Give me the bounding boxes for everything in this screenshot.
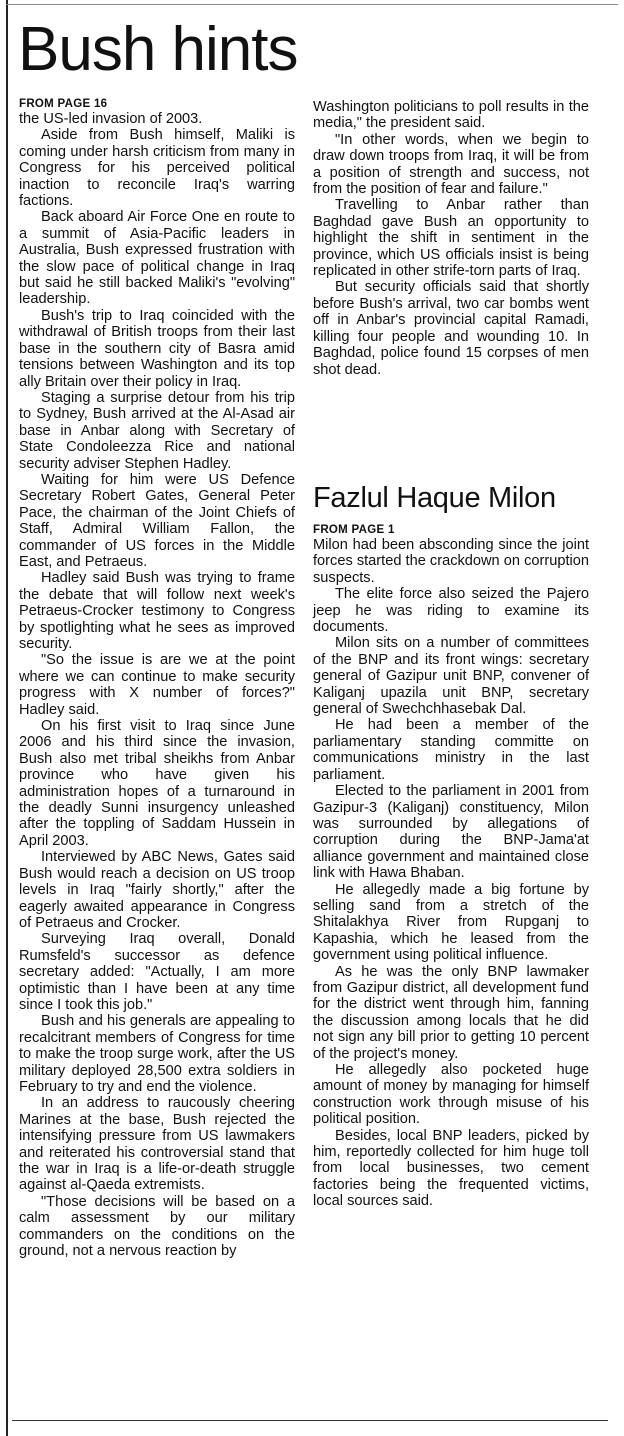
paragraph: On his first visit to Iraq since June 2006 and his third since the invasion, Bush also met tribal sheikhs from Anbar province who have given his administration hopes of a turnaround in the deadly Sunni insurgency unleashed after the toppling of Saddam Hussein in April 2003.	[19, 718, 295, 849]
article2-from-page: FROM PAGE 1	[313, 524, 395, 536]
paragraph: Milon sits on a number of committees of the BNP and its front wings: secretary general of Gazipur unit BNP, convener of Kaliganj upazila unit BNP, secretary general of Swechchhasebak Dal.	[313, 635, 589, 718]
paragraph: the US-led invasion of 2003.	[19, 111, 203, 127]
paragraph: Milon had been absconding since the joint forces started the crackdown on corruption suspects.	[313, 537, 589, 586]
paragraph: He allegedly made a big fortune by selling sand from a stretch of the Shitalakhya River from Rupganj to Kapashia, which he leased from the government using political influence.	[313, 881, 589, 964]
paragraph: Back aboard Air Force One en route to a summit of Asia-Pacific leaders in Australia, Bush expressed frustration with the slow pace of political change in Iraq but said he still backed Maliki's "evolving" leadership.	[19, 209, 295, 308]
paragraph: Staging a surprise detour from his trip to Sydney, Bush arrived at the Al-Asad air base in Anbar along with Secretary of State Condoleezza Rice and national security adviser Stephen Hadley.	[19, 389, 295, 472]
paragraph: "Those decisions will be based on a calm assessment by our military commanders on the conditions on the ground, not a nervous reaction by	[19, 1193, 295, 1260]
paragraph: He allegedly also pocketed huge amount of money by managing for himself construction work through misuse of his political position.	[313, 1062, 589, 1128]
paragraph: Surveying Iraq overall, Donald Rumsfeld's successor as defence secretary added: "Actually, I am more optimistic than I have been at any time since I took this job."	[19, 931, 295, 1013]
paragraph: Travelling to Anbar rather than Baghdad gave Bush an opportunity to highlight the shift in sentiment in the province, which US officials insist is being replicated in other strife-torn parts of Iraq.	[313, 197, 589, 280]
article2-headline: Fazlul Haque Milon	[313, 482, 556, 514]
paragraph: He had been a member of the parliamentary standing committe on communications ministry in the last parliament.	[313, 717, 589, 783]
paragraph: Bush and his generals are appealing to recalcitrant members of Congress for time to make the troop surge work, after the US military deployed 28,500 extra soldiers in February to try and end the violence.	[19, 1013, 295, 1095]
bottom-border-rule	[12, 1420, 608, 1421]
paragraph: As he was the only BNP lawmaker from Gazipur district, all development fund for the district went through him, fanning the discussion among locals that he did not sign any bill prior to getting 10 percent of the project's money.	[313, 963, 589, 1062]
article1-headline: Bush hints	[18, 15, 298, 84]
left-border-rule	[6, 0, 8, 1436]
paragraph: Waiting for him were US Defence Secretary Robert Gates, General Peter Pace, the chairman of the Joint Chiefs of Staff, Admiral William Fallon, the commander of US forces in the Middle East, and Petraeus.	[19, 471, 295, 570]
paragraph: "So the issue is are we at the point where we can continue to make security progress with X number of forces?" Hadley said.	[19, 652, 295, 718]
paragraph: Aside from Bush himself, Maliki is coming under harsh criticism from many in Congress for his perceived political inaction to reconcile Iraq's warring factions.	[19, 127, 295, 210]
paragraph: "In other words, when we begin to draw down troops from Iraq, it will be from a position of strength and success, not from the position of fear and failure."	[313, 131, 589, 198]
article2-column	[313, 524, 589, 1210]
paragraph: Hadley said Bush was trying to frame the debate that will follow next week's Petraeus-Crocker testimony to Congress by spotlighting what he sees as improved security.	[19, 570, 295, 652]
paragraph: Washington politicians to poll results in the media," the president said.	[313, 99, 589, 132]
article1-column-right	[313, 99, 589, 378]
article1-column-left	[19, 98, 295, 1259]
paragraph: Besides, local BNP leaders, picked by him, reportedly collected for him huge toll from local businesses, two cement factories being the frequented victims, local sources said.	[313, 1127, 589, 1210]
paragraph: Bush's trip to Iraq coincided with the withdrawal of British troops from their last base in the southern city of Basra amid tensions between Washington and its top ally Britain over their policy in Iraq.	[19, 307, 295, 390]
paragraph: The elite force also seized the Pajero jeep he was riding to examine its documents.	[313, 586, 589, 636]
paragraph: Elected to the parliament in 2001 from Gazipur-3 (Kaliganj) constituency, Milon was surrounded by allegations of corruption during the BNP-Jama'at alliance government and maintained close link with Hawa Bhaban.	[313, 783, 589, 882]
article1-from-page: FROM PAGE 16	[19, 98, 108, 110]
paragraph: But security officials said that shortly before Bush's arrival, two car bombs went off in Anbar's provincial capital Ramadi, killing four people and wounding 10. In Baghdad, police found 15 corpses of men shot dead.	[313, 279, 589, 378]
top-border-rule	[6, 4, 618, 5]
paragraph: Interviewed by ABC News, Gates said Bush would reach a decision on US troop levels in Iraq "fairly shortly," after the eagerly awaited appearance in Congress of Petraeus and Crocker.	[19, 849, 295, 931]
paragraph: In an address to raucously cheering Marines at the base, Bush rejected the intensifying pressure from US lawmakers and reiterated his controversial stand that the war in Iraq is a life-or-death struggle against al-Qaeda extremists.	[19, 1095, 295, 1194]
